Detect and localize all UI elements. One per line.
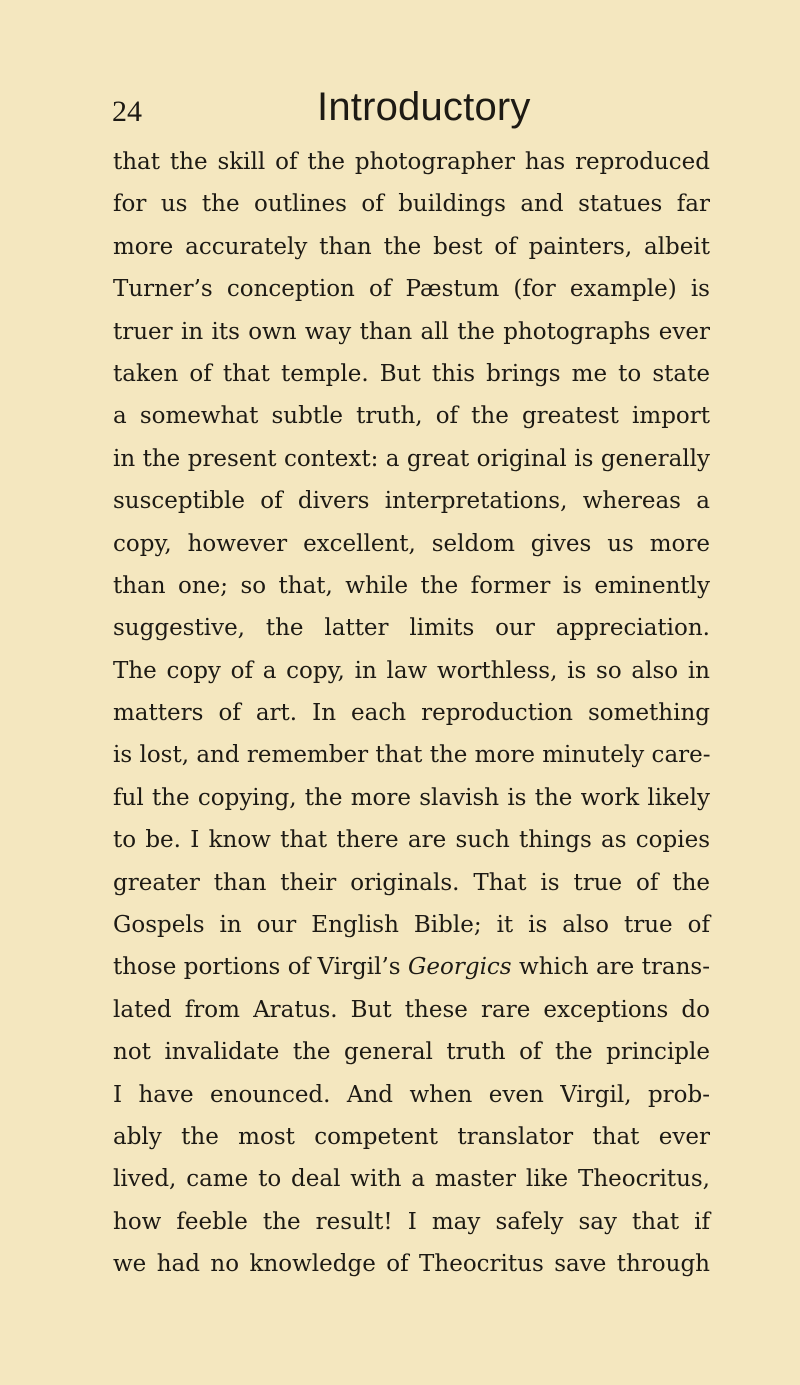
text-line: copy, however excellent, seldom gives us more — [113, 530, 710, 557]
running-head — [0, 82, 800, 132]
italic-title-georgics: Georgics — [408, 954, 512, 981]
text-line: taken of that temple. But this brings me to state — [113, 360, 710, 387]
text-line: than one; so that, while the former is eminently — [113, 572, 710, 599]
text-line: to be. I know that there are such things as copies — [113, 827, 710, 854]
running-title: Introductory — [317, 85, 531, 129]
text-line-with-italic — [113, 946, 710, 988]
text-line: suggestive, the latter limits our appreciation. — [113, 615, 710, 642]
text-line: matters of art. In each reproduction something — [113, 700, 710, 727]
text-line: The copy of a copy, in law worthless, is so also in — [113, 657, 710, 684]
text-segment: those portions of Virgil’s — [113, 954, 409, 981]
text-line: that the skill of the photographer has reproduced — [113, 149, 710, 175]
text-line: lated from Aratus. But these rare exceptions do — [113, 996, 710, 1023]
page-number: 24 — [112, 95, 142, 128]
text-line: Gospels in our English Bible; it is also true of — [113, 912, 710, 939]
body-text — [113, 141, 710, 1286]
text-line: susceptible of divers interpretations, whereas a — [113, 488, 710, 515]
text-line: ably the most competent translator that ever — [113, 1123, 710, 1150]
text-line: lived, came to deal with a master like Theocritus, — [113, 1166, 710, 1193]
text-line: more accurately than the best of painters, albeit — [113, 233, 710, 260]
text-line: is lost, and remember that the more minutely care- — [113, 742, 711, 769]
text-line: greater than their originals. That is true of the — [113, 869, 710, 896]
text-line: in the present context: a great original is generally — [113, 445, 710, 472]
text-line: ful the copying, the more slavish is the work likely — [113, 784, 710, 811]
text-line: how feeble the result! I may safely say that if — [113, 1208, 710, 1235]
text-segment: which are trans- — [511, 954, 711, 981]
text-line: Turner’s conception of Pæstum (for example) is — [113, 276, 710, 303]
text-line: for us the outlines of buildings and statues far — [113, 191, 710, 218]
text-line: I have enounced. And when even Virgil, prob- — [113, 1081, 710, 1108]
text-line: we had no knowledge of Theocritus save through — [113, 1251, 710, 1278]
text-line: a somewhat subtle truth, of the greatest import — [113, 403, 710, 430]
text-line: truer in its own way than all the photographs ever — [113, 318, 710, 345]
text-line: not invalidate the general truth of the principle — [113, 1039, 710, 1066]
